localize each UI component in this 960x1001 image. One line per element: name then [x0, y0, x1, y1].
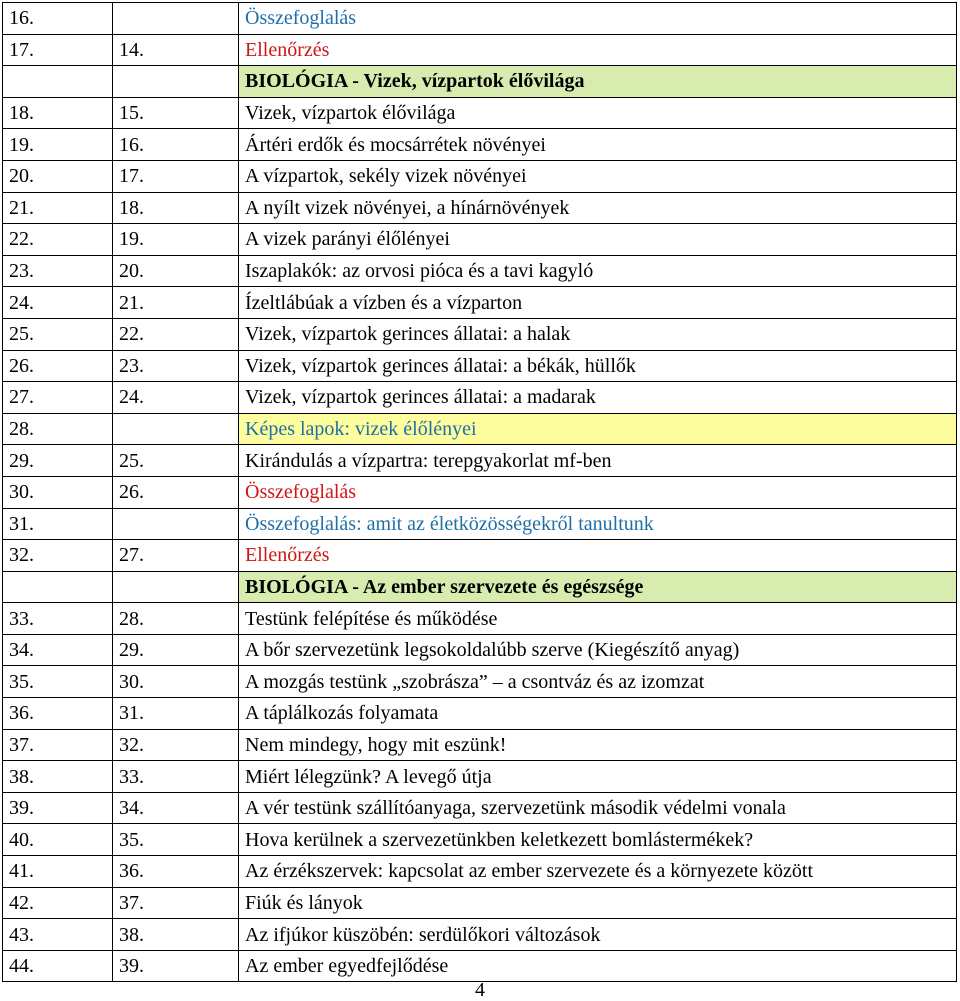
- hour-number-cell: 38.: [3, 761, 113, 793]
- lesson-number-cell: 35.: [113, 824, 239, 856]
- hour-number-cell: 40.: [3, 824, 113, 856]
- section-header-row: [3, 66, 957, 98]
- lesson-title-cell: Hova kerülnek a szervezetünkben keletkezett bomlástermékek?: [239, 824, 957, 856]
- hour-number-cell: 36.: [3, 698, 113, 730]
- lesson-title-cell: A vízpartok, sekély vizek növényei: [239, 160, 957, 192]
- hour-number-cell: 42.: [3, 887, 113, 919]
- hour-number-cell: 16.: [3, 3, 113, 35]
- lesson-number-cell: [113, 66, 239, 98]
- lesson-title-cell: Nem mindegy, hogy mit eszünk!: [239, 729, 957, 761]
- lesson-title-cell: Az érzékszervek: kapcsolat az ember szervezete és a környezete között: [239, 856, 957, 888]
- hour-number-cell: 33.: [3, 603, 113, 635]
- hour-number-cell: 39.: [3, 792, 113, 824]
- lesson-title-cell: Összefoglalás: [239, 3, 957, 35]
- lesson-number-cell: 27.: [113, 540, 239, 572]
- lesson-number-cell: 34.: [113, 792, 239, 824]
- lesson-number-cell: 38.: [113, 919, 239, 951]
- lesson-number-cell: 14.: [113, 34, 239, 66]
- lesson-number-cell: 28.: [113, 603, 239, 635]
- hour-number-cell: 26.: [3, 350, 113, 382]
- lesson-title-cell: Összefoglalás: [239, 476, 957, 508]
- hour-number-cell: 30.: [3, 476, 113, 508]
- lesson-number-cell: 16.: [113, 129, 239, 161]
- hour-number-cell: 37.: [3, 729, 113, 761]
- lesson-title-cell: Fiúk és lányok: [239, 887, 957, 919]
- lesson-title-cell: Az ifjúkor küszöbén: serdülőkori változások: [239, 919, 957, 951]
- table-row: [3, 445, 957, 477]
- hour-number-cell: [3, 66, 113, 98]
- table-row: [3, 34, 957, 66]
- table-row: [3, 919, 957, 951]
- lesson-number-cell: 36.: [113, 856, 239, 888]
- lesson-number-cell: [113, 508, 239, 540]
- section-header-row: [3, 571, 957, 603]
- table-row: [3, 476, 957, 508]
- hour-number-cell: 44.: [3, 950, 113, 982]
- lesson-number-cell: 23.: [113, 350, 239, 382]
- hour-number-cell: 28.: [3, 413, 113, 445]
- lesson-title-cell: A táplálkozás folyamata: [239, 698, 957, 730]
- table-row: [3, 634, 957, 666]
- lesson-plan-table: [2, 2, 957, 982]
- lesson-number-cell: 26.: [113, 476, 239, 508]
- hour-number-cell: [3, 571, 113, 603]
- lesson-title-cell: Ellenőrzés: [239, 34, 957, 66]
- lesson-title-cell: Kirándulás a vízpartra: terepgyakorlat mf-ben: [239, 445, 957, 477]
- lesson-title-cell: A vizek parányi élőlényei: [239, 224, 957, 256]
- lesson-title-cell: Képes lapok: vizek élőlényei: [239, 413, 957, 445]
- hour-number-cell: 35.: [3, 666, 113, 698]
- table-row: [3, 950, 957, 982]
- table-row: [3, 603, 957, 635]
- lesson-title-cell: A nyílt vizek növényei, a hínárnövények: [239, 192, 957, 224]
- lesson-title-cell: Vizek, vízpartok gerinces állatai: a madarak: [239, 382, 957, 414]
- hour-number-cell: 25.: [3, 318, 113, 350]
- lesson-number-cell: 31.: [113, 698, 239, 730]
- table-row: [3, 3, 957, 35]
- lesson-title-cell: Miért lélegzünk? A levegő útja: [239, 761, 957, 793]
- lesson-number-cell: 17.: [113, 160, 239, 192]
- hour-number-cell: 24.: [3, 287, 113, 319]
- hour-number-cell: 31.: [3, 508, 113, 540]
- lesson-title-cell: Iszaplakók: az orvosi pióca és a tavi kagyló: [239, 255, 957, 287]
- table-row: [3, 508, 957, 540]
- hour-number-cell: 20.: [3, 160, 113, 192]
- table-row: [3, 97, 957, 129]
- table-row: [3, 382, 957, 414]
- lesson-title-cell: Az ember egyedfejlődése: [239, 950, 957, 982]
- lesson-number-cell: 33.: [113, 761, 239, 793]
- table-row: [3, 413, 957, 445]
- lesson-title-cell: A mozgás testünk „szobrásza” – a csontváz és az izomzat: [239, 666, 957, 698]
- lesson-number-cell: 22.: [113, 318, 239, 350]
- table-row: [3, 824, 957, 856]
- lesson-title-cell: Vizek, vízpartok élővilága: [239, 97, 957, 129]
- lesson-number-cell: 19.: [113, 224, 239, 256]
- table-row: [3, 287, 957, 319]
- lesson-number-cell: 25.: [113, 445, 239, 477]
- table-row: [3, 856, 957, 888]
- hour-number-cell: 18.: [3, 97, 113, 129]
- hour-number-cell: 22.: [3, 224, 113, 256]
- hour-number-cell: 41.: [3, 856, 113, 888]
- lesson-title-cell: Testünk felépítése és működése: [239, 603, 957, 635]
- lesson-number-cell: 39.: [113, 950, 239, 982]
- lesson-title-cell: Ízeltlábúak a vízben és a vízparton: [239, 287, 957, 319]
- lesson-number-cell: [113, 571, 239, 603]
- hour-number-cell: 21.: [3, 192, 113, 224]
- lesson-number-cell: 15.: [113, 97, 239, 129]
- hour-number-cell: 17.: [3, 34, 113, 66]
- lesson-number-cell: 29.: [113, 634, 239, 666]
- table-row: [3, 698, 957, 730]
- hour-number-cell: 34.: [3, 634, 113, 666]
- table-row: [3, 761, 957, 793]
- hour-number-cell: 27.: [3, 382, 113, 414]
- hour-number-cell: 43.: [3, 919, 113, 951]
- table-row: [3, 129, 957, 161]
- lesson-title-cell: Ártéri erdők és mocsárrétek növényei: [239, 129, 957, 161]
- hour-number-cell: 32.: [3, 540, 113, 572]
- lesson-number-cell: 21.: [113, 287, 239, 319]
- table-row: [3, 192, 957, 224]
- lesson-title-cell: Összefoglalás: amit az életközösségekről tanultunk: [239, 508, 957, 540]
- table-row: [3, 160, 957, 192]
- lesson-number-cell: 20.: [113, 255, 239, 287]
- lesson-title-cell: A bőr szervezetünk legsokoldalúbb szerve (Kiegészítő anyag): [239, 634, 957, 666]
- page-number: 4: [475, 979, 485, 1001]
- lesson-plan-body: [3, 3, 957, 982]
- lesson-number-cell: 24.: [113, 382, 239, 414]
- lesson-number-cell: 37.: [113, 887, 239, 919]
- lesson-title-cell: BIOLÓGIA - Az ember szervezete és egészsége: [239, 571, 957, 603]
- table-row: [3, 255, 957, 287]
- table-row: [3, 224, 957, 256]
- table-row: [3, 350, 957, 382]
- hour-number-cell: 23.: [3, 255, 113, 287]
- hour-number-cell: 29.: [3, 445, 113, 477]
- lesson-title-cell: Vizek, vízpartok gerinces állatai: a halak: [239, 318, 957, 350]
- lesson-title-cell: A vér testünk szállítóanyaga, szervezetünk második védelmi vonala: [239, 792, 957, 824]
- table-row: [3, 318, 957, 350]
- lesson-number-cell: [113, 3, 239, 35]
- lesson-title-cell: BIOLÓGIA - Vizek, vízpartok élővilága: [239, 66, 957, 98]
- table-row: [3, 666, 957, 698]
- lesson-title-cell: Ellenőrzés: [239, 540, 957, 572]
- hour-number-cell: 19.: [3, 129, 113, 161]
- lesson-number-cell: 32.: [113, 729, 239, 761]
- table-row: [3, 792, 957, 824]
- lesson-number-cell: 30.: [113, 666, 239, 698]
- lesson-title-cell: Vizek, vízpartok gerinces állatai: a békák, hüllők: [239, 350, 957, 382]
- lesson-number-cell: 18.: [113, 192, 239, 224]
- table-row: [3, 540, 957, 572]
- table-row: [3, 729, 957, 761]
- lesson-number-cell: [113, 413, 239, 445]
- table-row: [3, 887, 957, 919]
